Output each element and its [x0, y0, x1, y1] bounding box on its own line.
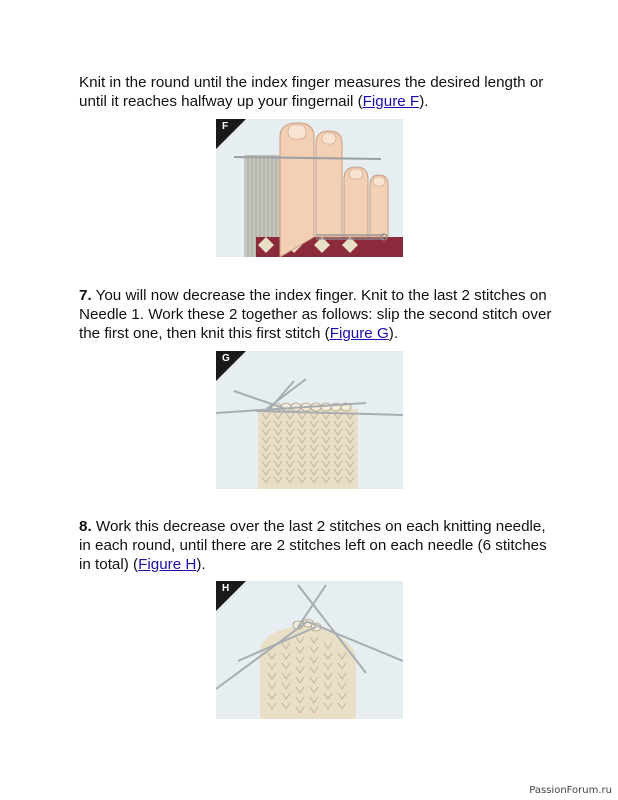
figure-f-link[interactable]: Figure F	[362, 93, 420, 110]
paragraph-step-7	[79, 286, 559, 343]
paragraph-text: You will now decrease the index finger. Knit to the last 2 stitches on Needle 1. Work these 2 together as follows: slip the second stitch over the first one, then knit this first stitch (	[79, 287, 552, 342]
paragraph-end: ).	[419, 93, 429, 110]
figure-g	[216, 351, 403, 489]
figure-f	[216, 119, 403, 257]
figure-f-label: F	[222, 121, 229, 132]
paragraph-text: Knit in the round until the index finger measures the desired length or until it reaches halfway up your fingernail (	[79, 74, 544, 110]
step-number: 8.	[79, 518, 92, 535]
figure-g-label: G	[222, 353, 230, 364]
figure-h	[216, 581, 403, 719]
figure-g-link[interactable]: Figure G	[329, 325, 389, 342]
knitted-glove-fingers-illustration	[216, 119, 403, 257]
paragraph-step-8	[79, 517, 559, 574]
knitting-four-needles-finger-top-illustration	[216, 581, 403, 719]
figure-h-label: H	[222, 583, 230, 594]
figure-h-link[interactable]: Figure H	[138, 556, 197, 573]
paragraph-text: Work this decrease over the last 2 stitches on each knitting needle, in each round, until there are 2 stitches left on each needle (6 stitches in total) (	[79, 518, 547, 573]
knitting-decrease-needles-illustration	[216, 351, 403, 489]
step-number: 7.	[79, 287, 92, 304]
paragraph-end: ).	[196, 556, 206, 573]
paragraph-knit-in-round	[79, 73, 559, 111]
watermark: PassionForum.ru	[529, 785, 612, 796]
paragraph-end: ).	[388, 325, 399, 342]
